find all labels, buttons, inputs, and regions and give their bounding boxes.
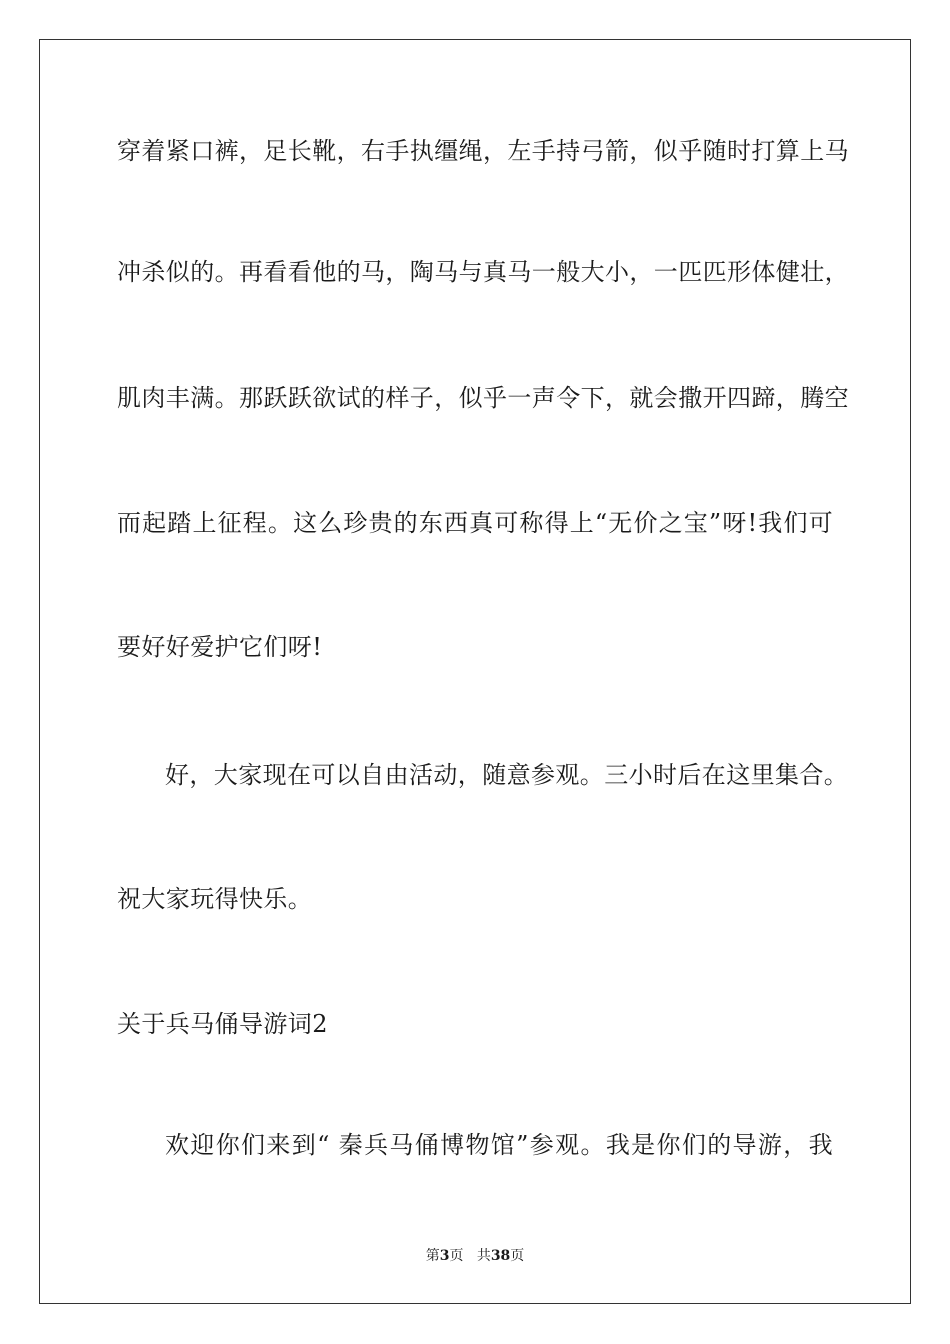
body-line-5: 要好好爱护它们呀!: [117, 633, 323, 661]
section-heading: 关于兵马俑导游词2: [117, 1010, 328, 1038]
body-line-9: 欢迎你们来到“ 秦兵马俑博物馆”参观。我是你们的导游，我: [165, 1131, 833, 1159]
footer-page-suffix: 页: [449, 1248, 464, 1264]
footer-page-prefix: 第: [425, 1248, 440, 1264]
page-border: [39, 39, 911, 1304]
footer-total-suffix: 页: [510, 1248, 525, 1264]
footer-total-pages: 38: [490, 1248, 511, 1264]
body-line-1: 穿着紧口裤，足长靴，右手执缰绳，左手持弓箭，似乎随时打算上马: [117, 137, 849, 165]
footer-total-prefix: 共: [476, 1248, 491, 1264]
body-line-3: 肌肉丰满。那跃跃欲试的样子，似乎一声令下，就会撒开四蹄，腾空: [117, 384, 849, 412]
footer-page-number: 3: [439, 1248, 450, 1264]
body-line-6: 好，大家现在可以自由活动，随意参观。三小时后在这里集合。: [165, 761, 849, 789]
body-line-7: 祝大家玩得快乐。: [117, 885, 313, 913]
body-line-4: 而起踏上征程。这么珍贵的东西真可称得上“无价之宝”呀!我们可: [117, 509, 833, 537]
page-footer: [0, 1247, 950, 1265]
body-line-2: 冲杀似的。再看看他的马，陶马与真马一般大小，一匹匹形体健壮，: [117, 258, 849, 286]
